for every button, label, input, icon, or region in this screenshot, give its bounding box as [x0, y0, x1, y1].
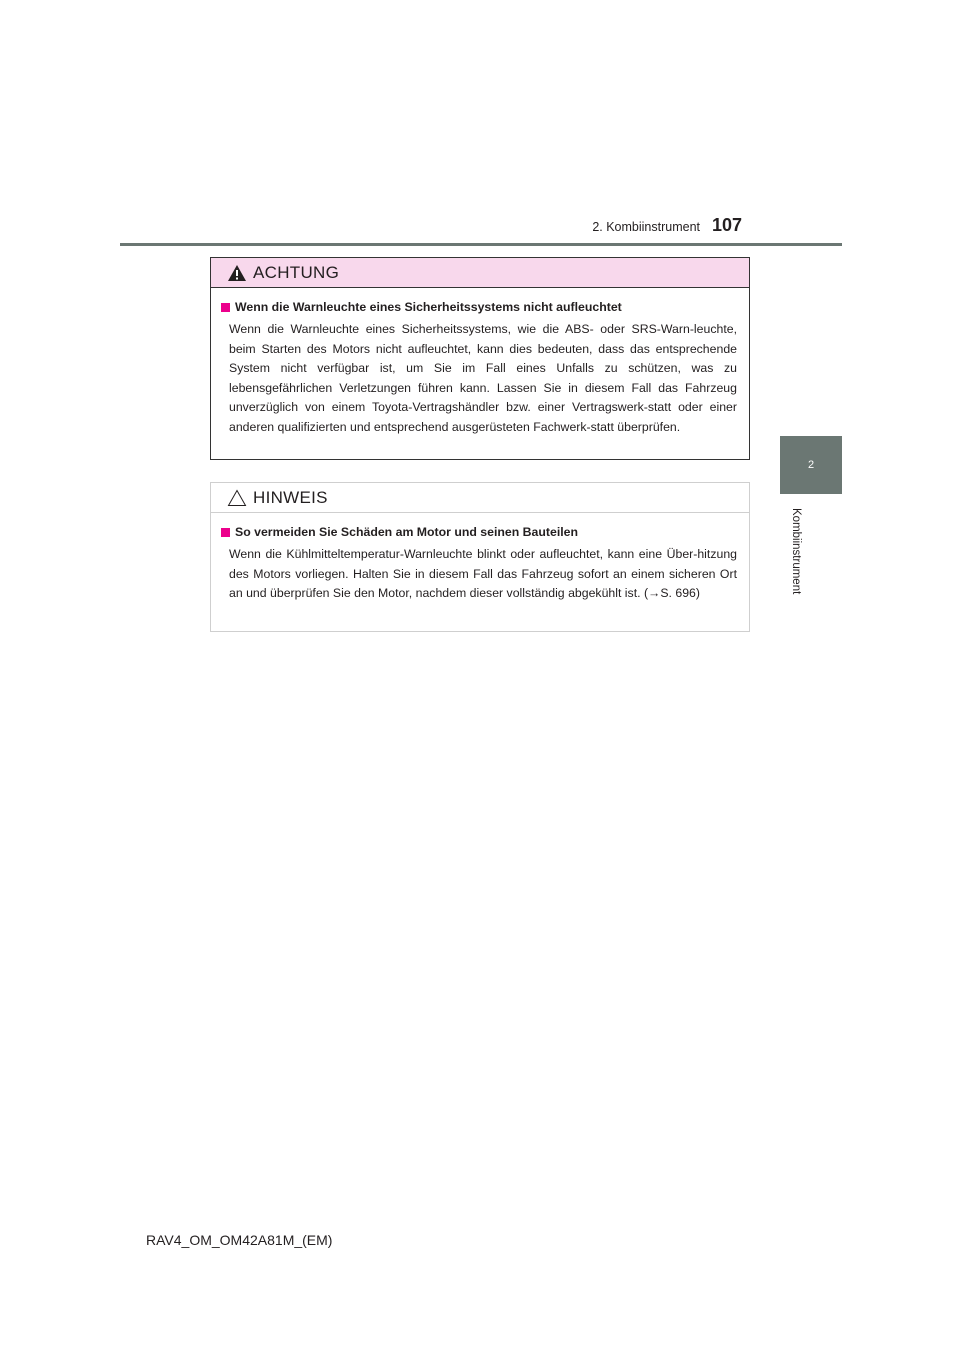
chapter-title: 2. Kombiinstrument [592, 220, 700, 234]
bullet-square-icon [221, 303, 230, 312]
warning-triangle-icon [227, 264, 247, 282]
chapter-tab-number: 2 [807, 459, 815, 471]
notice-title: HINWEIS [253, 487, 328, 507]
chapter-side-tab[interactable] [780, 436, 842, 494]
notice-item-text: Wenn die Kühlmitteltemperatur-Warnleuchte blinkt oder aufleuchtet, kann eine Über-hitzung des Motors vorliegen. Halten Sie in diesem Fall das Fahrzeug sofort an einem sicheren Ort an und überprüfen Sie den Motor, nachdem dieser vollständig abgekühlt ist. (→S. 696) [229, 547, 737, 600]
notice-box [210, 482, 750, 632]
caution-item-text: Wenn die Warnleuchte eines Sicherheitssystems, wie die ABS- oder SRS-Warn-leuchte, beim Starten des Motors nicht aufleuchtet, kann dies bedeuten, dass das entsprechende System nicht verfügbar ist, um Sie im Fall eines Unfalls zu schützen, was zu lebensgefährlichen Verletzungen führen kann. Lassen Sie in diesem Fall das Fahrzeug unverzüglich von einem Toyota-Vertragshändler bzw. einer Vertragswerk-statt oder einer anderen qualifizierten und entsprechend ausgerüsteten Fachwerk-statt überprüfen. [229, 322, 737, 434]
notice-body [211, 513, 749, 604]
notice-header [211, 483, 749, 513]
notice-item-title [221, 525, 739, 539]
footer-doc-code: RAV4_OM_OM42A81M_(EM) [146, 1232, 333, 1248]
caution-header [211, 258, 749, 288]
caution-item-title [221, 300, 739, 314]
page-number: 107 [712, 215, 743, 235]
caution-title: ACHTUNG [253, 262, 340, 282]
header-rule [120, 243, 842, 246]
notice-item-heading: So vermeiden Sie Schäden am Motor und seinen Bauteilen [235, 525, 579, 539]
caution-box [210, 257, 750, 460]
bullet-square-icon [221, 528, 230, 537]
caution-body [211, 288, 749, 437]
chapter-side-label: Kombiinstrument [790, 508, 802, 595]
caution-item-heading: Wenn die Warnleuchte eines Sicherheitssystems nicht aufleuchtet [235, 300, 622, 314]
notice-triangle-icon [227, 489, 247, 507]
